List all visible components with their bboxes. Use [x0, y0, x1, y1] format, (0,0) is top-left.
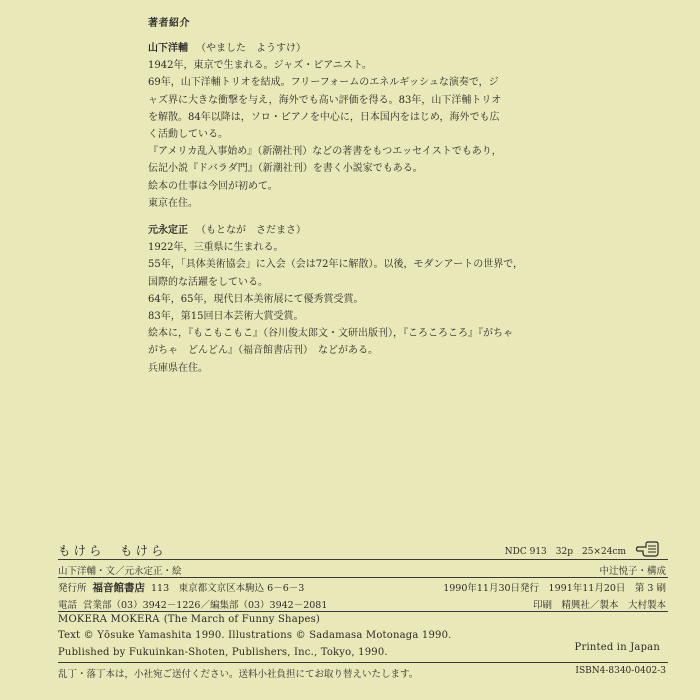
author-reading: （もとなが さだまさ）: [196, 225, 306, 236]
footer-row: [58, 664, 668, 680]
bio-line: 伝記小説『ドバラダ門』（新潮社刊）を書く小説家でもある。: [148, 163, 423, 175]
author-bio-yamashita: [148, 40, 568, 212]
bio-line: 1942年，東京で生まれる。ジャズ・ピアニスト。: [148, 60, 372, 72]
bio-line: 83年，第15回日本芸術大賞受賞。: [148, 311, 304, 323]
bio-line: 絵本の仕事は今回が初めて。: [148, 180, 278, 192]
bio-line: ャズ界に大きな衝撃を与え，海外でも高い評価を得る。83年，山下洋輔トリオ: [148, 94, 502, 106]
english-publisher-row: [58, 642, 668, 663]
phone-info: [58, 597, 327, 611]
phone-label: 電話: [58, 600, 78, 611]
bio-line: 55年，「具体美術協会」に入会（会は72年に解散）。以後，モダンアートの世界で，: [148, 259, 524, 271]
pointing-hand-icon: [636, 539, 662, 559]
defect-notice: 乱丁・落丁本は，小社宛ご送付ください。送料小社負担にてお取り替えいたします。: [58, 669, 419, 680]
bio-line: 国際的な活躍をしている。: [148, 276, 268, 288]
bio-line: 絵本に，『もこもこもこ』（谷川俊太郎文・文研出版刊），『ころころころ』『がちゃ: [148, 328, 513, 340]
phone-row: [58, 595, 668, 612]
bio-line: 64年，65年，現代日本美術展にて優秀賞受賞。: [148, 293, 364, 305]
printed-in-japan: Printed in Japan: [574, 642, 660, 653]
section-title: 著者紹介: [148, 18, 190, 29]
bio-line: がちゃ どんどん』（福音館書店刊） などがある。: [148, 345, 378, 357]
isbn: ISBN4-8340-0402-3: [575, 666, 666, 676]
credits-row: [58, 561, 668, 578]
author-name: 元永定正: [148, 225, 188, 236]
author-name: 山下洋輔: [148, 43, 188, 54]
bio-line: 69年，山下洋輔トリオを結成。フリーフォームのエネルギッシュな演奏で，ジ: [148, 77, 499, 89]
bio-line: 『アメリカ乱入事始め』（新潮社刊）などの著書をもつエッセイストでもあり，: [148, 146, 502, 158]
english-subtitle: (The March of Funny Shapes): [163, 614, 321, 625]
credits-right: 中辻悦子・構成: [599, 566, 666, 577]
credits-left: 山下洋輔・文／元永定正・絵: [58, 566, 182, 577]
bio-line: 1922年，三重県に生まれる。: [148, 242, 284, 254]
publication-dates: 1990年11月30日発行 1991年11月20日 第 3 刷: [443, 583, 666, 594]
bio-line: く活動している。: [148, 129, 228, 141]
bio-line: 東京在住。: [148, 197, 198, 209]
bio-line: を解散。84年以降は，ソロ・ピアノを中心に，日本国内をはじめ，海外でも広: [148, 111, 500, 123]
author-heading: [148, 40, 568, 57]
publisher-name: 福音館書店: [92, 582, 146, 594]
english-title-line: [58, 614, 668, 625]
english-copyright: Text © Yōsuke Yamashita 1990. Illustrations © Sadamasa Motonaga 1990.: [58, 630, 452, 641]
english-title: MOKERA MOKERA: [58, 614, 160, 625]
colophon-title-row: [58, 539, 668, 560]
phone-numbers: 営業部（03）3942－1226／編集部（03）3942－2081: [83, 600, 328, 611]
pub-label: 発行所: [58, 583, 87, 594]
author-heading: [148, 222, 568, 239]
bio-line: 兵庫県在住。: [148, 362, 208, 374]
english-publisher: Published by Fukuinkan-Shoten, Publishers, Inc., Tokyo, 1990.: [58, 647, 388, 658]
book-title: もけら もけら: [58, 543, 167, 558]
author-reading: （やました ようすけ）: [196, 43, 306, 54]
ndc-info: NDC 913 32p 25×24cm: [504, 547, 626, 557]
printing-info: 印刷 精興社／製本 大村製本: [532, 600, 666, 611]
author-bio-motonaga: [148, 222, 568, 377]
publisher-row: [58, 578, 668, 594]
publisher-address: 113 東京都文京区本駒込 6－6－3: [151, 583, 305, 594]
publisher-info: [58, 580, 304, 595]
